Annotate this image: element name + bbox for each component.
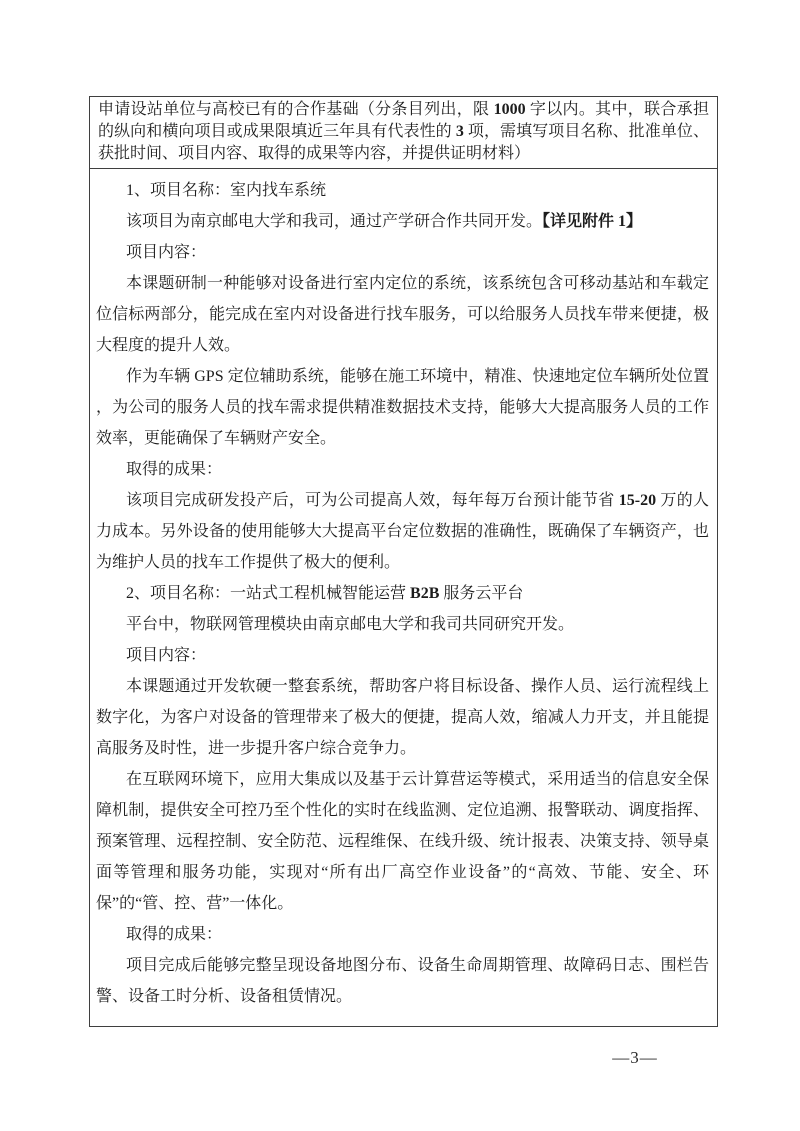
- text-segment: 取得的成果：: [126, 926, 223, 943]
- body-paragraph: [96, 764, 709, 919]
- body-paragraph: [96, 268, 709, 361]
- bold-text-segment: 15-20: [618, 492, 657, 509]
- text-segment: 该项目为南京邮电大学和我司，通过产学研合作共同开发。: [126, 213, 543, 230]
- text-segment: 1、项目名称：室内找车系统: [126, 182, 327, 199]
- body-paragraph: [96, 175, 709, 206]
- body-paragraph: [96, 609, 709, 640]
- text-segment: 字以内。其中，联合承担的纵向和横向项目或成果限填近三年具有代表性的: [98, 101, 709, 140]
- text-segment: 项目内容：: [126, 244, 207, 261]
- bold-text-segment: 【详见附件 1】: [542, 213, 643, 230]
- text-segment: 万的人力成本。另外设备的使用能够大大提高平台定位数据的准确性，既确保了车辆资产，也为维护人员的找车工作提供了极大的便利。: [96, 492, 709, 571]
- text-segment: 在互联网环境下，应用大集成以及基于云计算营运等模式，采用适当的信息安全保障机制，提供安全可控乃至个性化的实时在线监测、定位追溯、报警联动、调度指挥、预案管理、远程控制、安全防范、远程维保、在线升级、统计报表、决策支持、领导桌面等管理和服务功能，实现对“所有出厂高空作业设备”的“高效、节能、安全、环保”的“管、控、营”一体化。: [96, 771, 709, 912]
- text-segment: 服务云平台: [439, 585, 524, 602]
- text-segment: 2、项目名称：一站式工程机械智能运营: [126, 585, 411, 602]
- body-paragraph: [96, 578, 709, 609]
- page-number: —3—: [612, 1048, 658, 1067]
- cooperation-basis-table: [89, 96, 718, 1027]
- body-paragraph: [96, 950, 709, 1012]
- bold-text-segment: 1000: [493, 101, 526, 118]
- form-header-cell: [90, 97, 717, 169]
- form-body-cell: [90, 169, 717, 1026]
- text-segment: 项，需填写项目名称、批准单位、获批时间、项目内容、取得的成果等内容，并提供证明材料）: [98, 123, 709, 162]
- body-paragraph: [96, 485, 709, 578]
- text-segment: 取得的成果：: [126, 461, 223, 478]
- body-paragraph: [96, 640, 709, 671]
- body-paragraph: [96, 919, 709, 950]
- bold-text-segment: B2B: [410, 585, 440, 602]
- body-paragraph: [96, 237, 709, 268]
- text-segment: 该项目完成研发投产后，可为公司提高人效，每年每万台预计能节省: [126, 492, 619, 509]
- text-segment: 平台中，物联网管理模块由南京邮电大学和我司共同研究开发。: [126, 616, 575, 633]
- text-segment: 本课题研制一种能够对设备进行室内定位的系统，该系统包含可移动基站和车载定位信标两部分，能完成在室内对设备进行找车服务，可以给服务人员找车带来便捷，极大程度的提升人效。: [96, 275, 709, 354]
- text-segment: 申请设站单位与高校已有的合作基础（分条目列出，限: [98, 101, 494, 118]
- text-segment: 项目内容：: [126, 647, 207, 664]
- body-paragraph: [96, 206, 709, 237]
- text-segment: 项目完成后能够完整呈现设备地图分布、设备生命周期管理、故障码日志、围栏告警、设备工时分析、设备租赁情况。: [96, 957, 709, 1005]
- header-prompt-paragraph: [98, 99, 709, 165]
- body-paragraph: [96, 361, 709, 454]
- text-segment: 作为车辆 GPS 定位辅助系统，能够在施工环境中，精准、快速地定位车辆所处位置 ，为公司的服务人员的找车需求提供精准数据技术支持，能够大大提高服务人员的工作效率，更能确保了车辆财产安全。: [96, 368, 709, 447]
- text-segment: 本课题通过开发软硬一整套系统，帮助客户将目标设备、操作人员、运行流程线上数字化，为客户对设备的管理带来了极大的便捷，提高人效，缩减人力开支，并且能提高服务及时性，进一步提升客户综合竞争力。: [96, 678, 709, 757]
- bold-text-segment: 3: [455, 123, 464, 140]
- body-paragraph: [96, 671, 709, 764]
- body-paragraph: [96, 454, 709, 485]
